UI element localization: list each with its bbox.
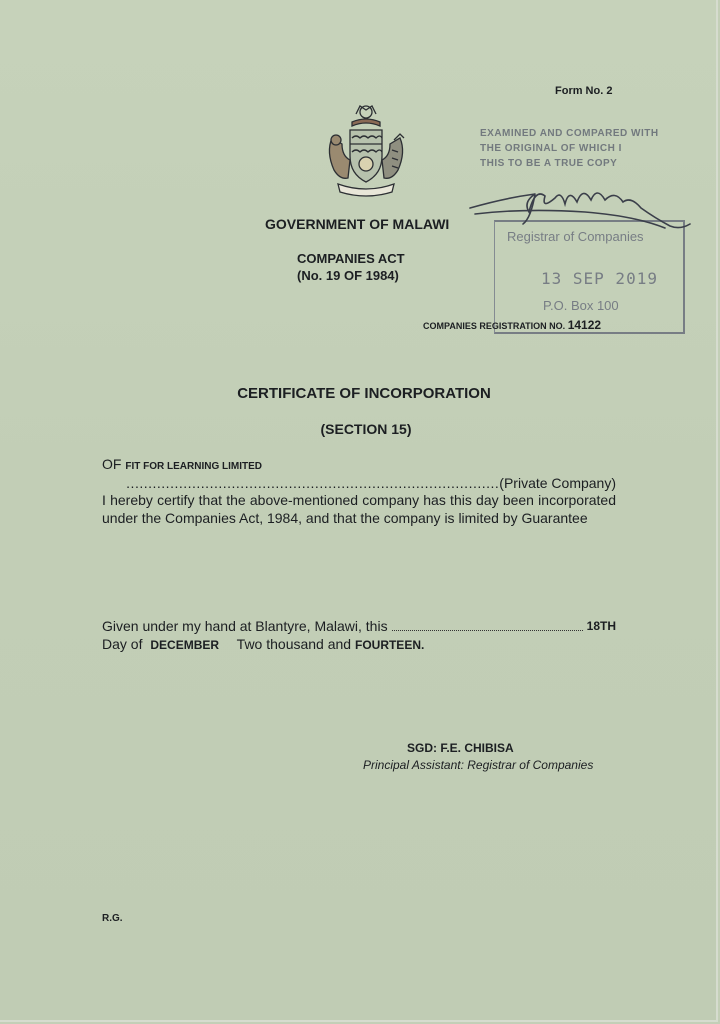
- registration-value: 14122: [567, 318, 602, 332]
- true-copy-stamp: [480, 126, 659, 171]
- given-clause: [102, 617, 616, 654]
- company-type: (Private Company): [499, 475, 616, 491]
- given-line-1: [102, 617, 616, 635]
- dotted-fill: [392, 617, 583, 631]
- initials: R.G.: [102, 913, 123, 924]
- given-text: Given under my hand at Blantyre, Malawi, this: [102, 618, 388, 634]
- stamp-line-1: EXAMINED AND COMPARED WITH: [480, 128, 659, 139]
- registration-number: [423, 318, 601, 332]
- day-of-text: Day of: [102, 636, 143, 652]
- dotted-leader: .....................................................................................: [126, 475, 500, 491]
- coat-of-arms-icon: [312, 100, 420, 208]
- form-number: Form No. 2: [555, 85, 613, 97]
- registration-label: COMPANIES REGISTRATION NO.: [423, 321, 566, 331]
- company-name: FIT FOR LEARNING LIMITED: [125, 461, 262, 472]
- given-day: 18TH: [586, 619, 616, 633]
- government-heading: GOVERNMENT OF MALAWI: [265, 216, 450, 232]
- given-line-2: [102, 635, 616, 654]
- of-prefix: OF: [102, 456, 122, 472]
- signatory-role: Principal Assistant: Registrar of Companies: [363, 758, 594, 772]
- stamp-line-3: THIS TO BE A TRUE COPY: [480, 158, 618, 169]
- section-heading: (SECTION 15): [320, 421, 412, 437]
- stamp-date: 13 SEP 2019: [541, 269, 658, 288]
- companies-act-heading: [297, 250, 405, 284]
- certificate-title: CERTIFICATE OF INCORPORATION: [237, 385, 491, 402]
- year-text: Two thousand and: [236, 636, 352, 652]
- given-year: FOURTEEN.: [354, 638, 425, 652]
- stamp-line-2: THE ORIGINAL OF WHICH I: [480, 143, 622, 154]
- given-month: DECEMBER: [150, 638, 220, 652]
- company-name-line: [102, 456, 262, 472]
- handwritten-signature: [465, 168, 695, 248]
- act-name: COMPANIES ACT: [297, 251, 405, 266]
- certification-statement: I hereby certify that the above-mentioned company has this day been incorporated under the Companies Act, 1984, and that the company is limited by Guarantee: [102, 492, 616, 526]
- company-type-line: [102, 475, 616, 491]
- stamp-po-box: P.O. Box 100: [543, 298, 619, 313]
- act-number: (No. 19 OF 1984): [297, 268, 399, 283]
- stamp-registrar: Registrar of Companies: [507, 229, 644, 244]
- signatory-name: SGD: F.E. CHIBISA: [407, 741, 514, 755]
